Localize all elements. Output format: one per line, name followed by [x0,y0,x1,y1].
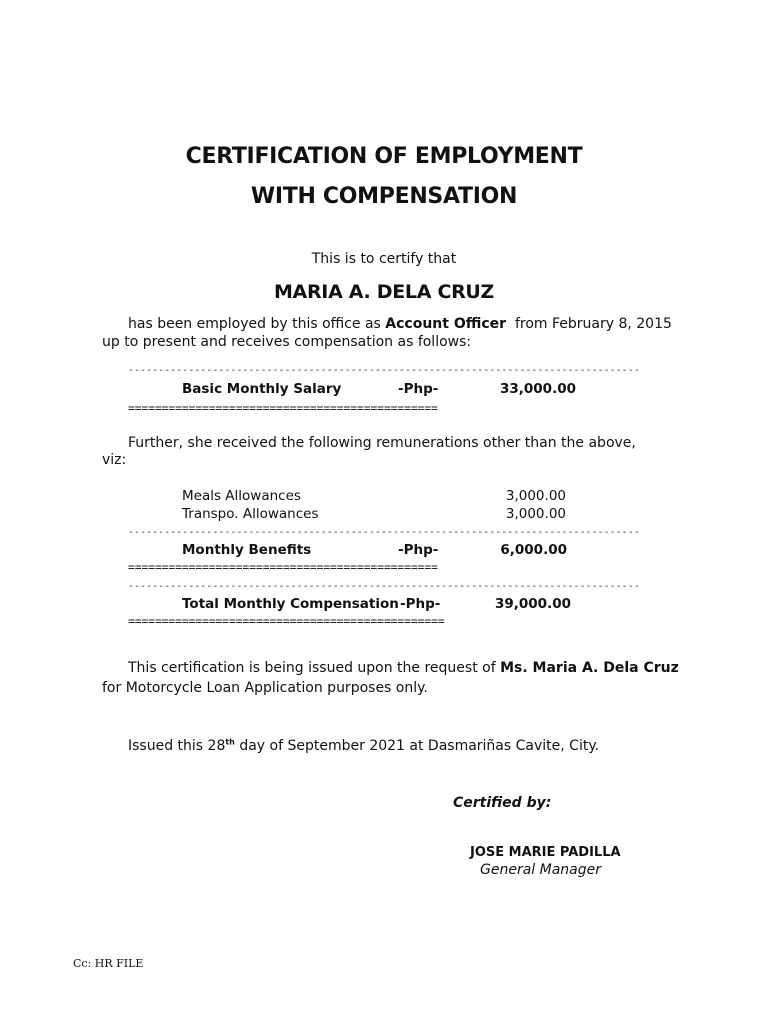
dash-separator: ------------------------------------------------------------------------------------- [128,527,640,538]
allowance-label: Transpo. Allowances [182,506,319,522]
total-amount: 39,000.00 [494,596,571,612]
eq-separator: =============================================== [128,615,445,628]
position-title: Account Officer [385,316,507,332]
employment-line2: up to present and receives compensation as follows: [102,334,472,350]
signatory-name: JOSE MARIE PADILLA [470,845,621,860]
document-title-line2: WITH COMPENSATION [250,184,518,209]
ordinal-suffix: th [225,737,235,747]
remuneration-line1: Further, she received the following remunerations other than the above, [128,435,636,451]
benefits-currency: -Php- [398,542,439,558]
allowance-label: Meals Allowances [182,488,301,504]
allowance-amount: 3,000.00 [505,488,566,504]
employment-line1 [128,316,672,332]
issued-text-1: Issued this 28 [128,738,226,754]
benefits-label: Monthly Benefits [182,542,312,558]
eq-separator: ============================================== [128,402,438,415]
benefits-amount: 6,000.00 [500,542,567,558]
certified-by-label: Certified by: [453,795,552,811]
requester-name: Ms. Maria A. Dela Cruz [500,660,679,676]
document-title-line1: CERTIFICATION OF EMPLOYMENT [185,144,583,169]
salary-label: Basic Monthly Salary [182,381,342,397]
employment-text-2: from February 8, 2015 [514,316,672,332]
employee-name: MARIA A. DELA CRUZ [273,281,495,303]
cc-note: Cc: HR FILE [73,957,144,970]
employment-text-1: has been employed by this office as [128,316,381,332]
allowance-amount: 3,000.00 [505,506,566,522]
purpose-line2: for Motorcycle Loan Application purposes only. [102,680,428,696]
intro-text: This is to certify that [311,251,457,267]
salary-currency: -Php- [398,381,439,397]
issued-line [128,738,599,754]
eq-separator: ============================================== [128,561,438,574]
purpose-text: This certification is being issued upon the request of [128,660,496,676]
dash-separator: ------------------------------------------------------------------------------------- [128,581,640,592]
dash-separator: ------------------------------------------------------------------------------------- [128,365,640,376]
signatory-title: General Manager [480,862,601,878]
purpose-line1 [128,660,679,676]
remuneration-line2: viz: [102,452,127,468]
total-currency: -Php- [400,596,441,612]
salary-amount: 33,000.00 [499,381,576,397]
total-label: Total Monthly Compensation [182,596,399,612]
issued-text-2: day of September 2021 at Dasmariñas Cavite, City. [239,738,600,754]
